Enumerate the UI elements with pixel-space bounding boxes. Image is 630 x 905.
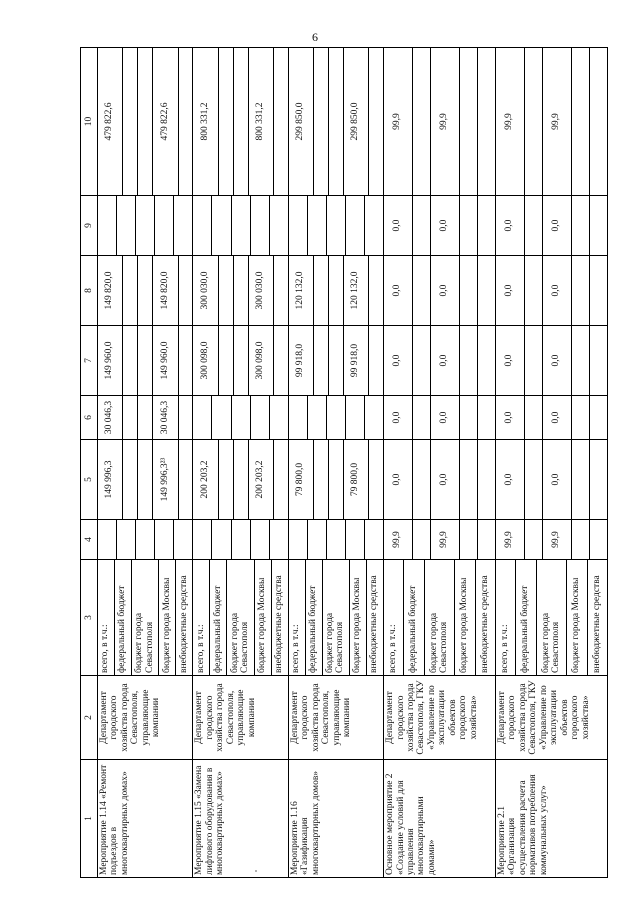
amount-value bbox=[136, 520, 155, 559]
amount-value bbox=[314, 48, 329, 195]
amount-value: 99,9 bbox=[496, 48, 525, 195]
header-cell: 9 bbox=[81, 196, 98, 256]
measure-name: Мероприятие 1.14 «Ремонт подъездов в многоквартирных домах» bbox=[98, 760, 193, 878]
amount-value bbox=[346, 396, 365, 439]
amount-value: 149 996,3 bbox=[98, 440, 123, 519]
amount-value bbox=[174, 196, 192, 255]
amount-value: 99,9 bbox=[384, 48, 413, 195]
amount-value bbox=[123, 48, 138, 195]
amount-value bbox=[327, 396, 346, 439]
funding-source-label: всего, в т.ч.: bbox=[496, 560, 516, 675]
amount-value bbox=[314, 256, 329, 325]
amount-value: 200 203,2 bbox=[193, 440, 218, 519]
funding-sources bbox=[496, 560, 608, 676]
amount-value bbox=[369, 440, 383, 519]
amount-value bbox=[460, 256, 478, 325]
amount-value: 300 030,0 bbox=[249, 256, 274, 325]
amount-value bbox=[572, 396, 590, 439]
amount-cell bbox=[98, 396, 193, 440]
amount-value bbox=[308, 520, 327, 559]
amount-value bbox=[478, 196, 495, 255]
funding-source-label: всего, в т.ч.: bbox=[289, 560, 306, 675]
table-row bbox=[496, 48, 608, 878]
executor: Департамент городского хозяйства города Севастополя, управляющие компании bbox=[288, 676, 383, 760]
amount-value bbox=[234, 440, 249, 519]
amount-value bbox=[590, 520, 607, 559]
header-row bbox=[81, 48, 98, 878]
amount-value bbox=[413, 48, 431, 195]
amount-value: 149 960,0 bbox=[98, 326, 123, 395]
amount-value: 79 800,0 bbox=[344, 440, 369, 519]
amount-value: 99,9 bbox=[384, 520, 413, 559]
amount-value: 120 132,0 bbox=[289, 256, 314, 325]
funding-source-label: федеральный бюджет bbox=[306, 560, 323, 675]
header-cell: 10 bbox=[81, 48, 98, 196]
amount-value bbox=[525, 326, 543, 395]
amount-value bbox=[274, 48, 288, 195]
amount-value: 0,0 bbox=[384, 396, 413, 439]
amount-value: 0,0 bbox=[384, 326, 413, 395]
amount-value bbox=[212, 396, 231, 439]
amount-cell bbox=[384, 520, 496, 560]
amount-value bbox=[590, 48, 607, 195]
amount-cell bbox=[384, 440, 496, 520]
amount-value bbox=[329, 48, 344, 195]
amount-value: 0,0 bbox=[431, 396, 460, 439]
amount-value bbox=[289, 196, 308, 255]
amount-value bbox=[179, 326, 193, 395]
funding-source-label: внебюджетные средства bbox=[479, 575, 490, 673]
amount-value bbox=[179, 396, 193, 439]
amount-value bbox=[327, 196, 346, 255]
funding-source-label: внебюджетные средства bbox=[274, 575, 285, 673]
amount-value bbox=[369, 326, 383, 395]
amount-value bbox=[590, 326, 607, 395]
funding-sources bbox=[288, 560, 383, 676]
amount-value bbox=[179, 48, 193, 195]
measure-name: Основное мероприятие 2 «Создание условий для управления многоквартирными домами» bbox=[384, 760, 496, 878]
amount-value bbox=[369, 48, 383, 195]
amount-value bbox=[232, 396, 251, 439]
amount-value: 479 822,6 bbox=[153, 48, 178, 195]
header-cell: 8 bbox=[81, 256, 98, 326]
amount-value bbox=[193, 520, 212, 559]
amount-value bbox=[478, 440, 495, 519]
header-cell: 1 bbox=[81, 760, 98, 878]
amount-value bbox=[98, 196, 117, 255]
amount-value bbox=[590, 256, 607, 325]
amount-value bbox=[123, 326, 138, 395]
amount-value bbox=[123, 256, 138, 325]
amount-cell bbox=[496, 396, 608, 440]
table-row bbox=[98, 48, 193, 878]
amount-value bbox=[346, 196, 365, 255]
executor: Департамент городского хозяйства города Севастополя, ГКУ «Управление по эксплуатации объектов городского хозяйства» bbox=[496, 676, 608, 760]
amount-cell bbox=[193, 256, 288, 326]
executor: Департамент городского хозяйства города Севастополя, управляющие компании bbox=[98, 676, 193, 760]
amount-cell bbox=[288, 256, 383, 326]
amount-value: 0,0 bbox=[384, 196, 413, 255]
amount-value bbox=[478, 326, 495, 395]
amount-value bbox=[572, 48, 590, 195]
amount-value: 300 098,0 bbox=[249, 326, 274, 395]
amount-cell bbox=[98, 48, 193, 196]
amount-cell bbox=[384, 196, 496, 256]
amount-value bbox=[460, 48, 478, 195]
amount-cell bbox=[193, 196, 288, 256]
funding-sources bbox=[193, 560, 288, 676]
amount-value bbox=[155, 196, 174, 255]
amount-value: 0,0 bbox=[543, 396, 572, 439]
amount-cell bbox=[98, 520, 193, 560]
amount-value bbox=[123, 396, 138, 439]
amount-value bbox=[174, 520, 192, 559]
amount-cell bbox=[496, 520, 608, 560]
funding-source-label: бюджет города Москвы bbox=[255, 560, 272, 675]
amount-value: 200 203,2 bbox=[249, 440, 274, 519]
amount-value bbox=[590, 396, 607, 439]
header-cell: 5 bbox=[81, 440, 98, 520]
amount-value bbox=[155, 520, 174, 559]
program-table bbox=[80, 47, 608, 878]
header-cell: 2 bbox=[81, 676, 98, 760]
amount-value bbox=[274, 440, 288, 519]
funding-source-label: внебюджетные средства bbox=[178, 575, 189, 673]
funding-source-label: бюджет города Москвы bbox=[455, 560, 475, 675]
measure-name: Мероприятие 1.15 «Замена лифтового оборудования в многоквартирных домах» bbox=[193, 760, 288, 878]
amount-value bbox=[572, 196, 590, 255]
amount-value bbox=[314, 326, 329, 395]
amount-value bbox=[369, 256, 383, 325]
amount-value bbox=[329, 256, 344, 325]
amount-cell bbox=[193, 396, 288, 440]
amount-value: 30 046,3 bbox=[98, 396, 123, 439]
amount-cell bbox=[496, 196, 608, 256]
funding-sources bbox=[98, 560, 193, 676]
funding-source-label: внебюджетные средства bbox=[369, 575, 380, 673]
amount-cell bbox=[384, 326, 496, 396]
amount-value bbox=[413, 440, 431, 519]
amount-value: 299 850,0 bbox=[289, 48, 314, 195]
amount-value bbox=[289, 520, 308, 559]
amount-value bbox=[365, 396, 383, 439]
amount-value bbox=[572, 256, 590, 325]
amount-value bbox=[346, 520, 365, 559]
amount-value: 0,0 bbox=[543, 440, 572, 519]
amount-value: 0,0 bbox=[384, 256, 413, 325]
amount-value bbox=[212, 196, 231, 255]
funding-sources bbox=[384, 560, 496, 676]
amount-value bbox=[525, 396, 543, 439]
amount-value: 149 960,0 bbox=[153, 326, 178, 395]
amount-value bbox=[289, 396, 308, 439]
funding-source-label: бюджет города Москвы bbox=[159, 560, 176, 675]
amount-cell bbox=[98, 256, 193, 326]
amount-value bbox=[460, 196, 478, 255]
amount-value bbox=[117, 520, 136, 559]
header-cell: 4 bbox=[81, 520, 98, 560]
amount-value bbox=[365, 196, 383, 255]
amount-value bbox=[572, 520, 590, 559]
funding-source-label: федеральный бюджет bbox=[115, 560, 132, 675]
amount-value bbox=[219, 48, 234, 195]
funding-source-label: всего, в т.ч.: bbox=[98, 560, 115, 675]
amount-value bbox=[138, 326, 153, 395]
amount-value bbox=[525, 196, 543, 255]
table-row bbox=[193, 48, 288, 878]
funding-source-label: бюджет города Москвы bbox=[567, 560, 587, 675]
amount-value: 79 800,0 bbox=[289, 440, 314, 519]
amount-cell bbox=[193, 48, 288, 196]
amount-value: 0,0 bbox=[496, 256, 525, 325]
page-number: 6 bbox=[312, 30, 318, 44]
amount-value bbox=[251, 520, 270, 559]
amount-value: 0,0 bbox=[496, 196, 525, 255]
amount-cell bbox=[496, 440, 608, 520]
amount-value: 149 996,3²³ bbox=[153, 440, 178, 519]
amount-value: 300 030,0 bbox=[193, 256, 218, 325]
amount-value bbox=[219, 326, 234, 395]
amount-value bbox=[460, 440, 478, 519]
amount-value: 0,0 bbox=[431, 196, 460, 255]
amount-value: 0,0 bbox=[431, 256, 460, 325]
amount-value bbox=[460, 520, 478, 559]
scan-mark bbox=[255, 870, 257, 872]
executor: Департамент городского хозяйства города Севастополя, управляющие компании bbox=[193, 676, 288, 760]
amount-cell bbox=[496, 256, 608, 326]
amount-value: 800 331,2 bbox=[249, 48, 274, 195]
amount-value: 99 918,0 bbox=[289, 326, 314, 395]
amount-value bbox=[478, 520, 495, 559]
amount-value bbox=[413, 196, 431, 255]
amount-value bbox=[314, 440, 329, 519]
amount-value: 0,0 bbox=[496, 326, 525, 395]
amount-value: 149 820,0 bbox=[98, 256, 123, 325]
amount-value bbox=[212, 520, 231, 559]
amount-value: 149 820,0 bbox=[153, 256, 178, 325]
funding-source-label: бюджет города Севастополя bbox=[132, 560, 159, 675]
funding-source-label: федеральный бюджет bbox=[404, 560, 424, 675]
amount-value bbox=[525, 440, 543, 519]
amount-value bbox=[234, 256, 249, 325]
amount-value bbox=[308, 196, 327, 255]
amount-value bbox=[525, 256, 543, 325]
amount-value: 0,0 bbox=[431, 440, 460, 519]
amount-value bbox=[138, 256, 153, 325]
amount-cell bbox=[98, 326, 193, 396]
amount-value bbox=[98, 520, 117, 559]
amount-cell bbox=[384, 48, 496, 196]
amount-value bbox=[572, 440, 590, 519]
amount-value bbox=[232, 196, 251, 255]
amount-value: 0,0 bbox=[543, 326, 572, 395]
amount-value bbox=[327, 520, 346, 559]
measure-name: Мероприятие 2.1 «Организация осуществления расчета нормативов потребления коммунальных услуг» bbox=[496, 760, 608, 878]
amount-cell bbox=[288, 48, 383, 196]
amount-value: 99 918,0 bbox=[344, 326, 369, 395]
amount-value bbox=[270, 520, 288, 559]
funding-source-label: всего, в т.ч.: bbox=[384, 560, 404, 675]
amount-cell bbox=[288, 326, 383, 396]
amount-value bbox=[270, 196, 288, 255]
rotated-table-sheet bbox=[80, 48, 608, 878]
amount-value bbox=[179, 256, 193, 325]
funding-source-label: бюджет города Севастополя bbox=[537, 560, 568, 675]
amount-value bbox=[274, 256, 288, 325]
amount-value: 299 850,0 bbox=[344, 48, 369, 195]
amount-value: 800 331,2 bbox=[193, 48, 218, 195]
amount-value bbox=[234, 326, 249, 395]
amount-value bbox=[193, 196, 212, 255]
amount-value: 0,0 bbox=[543, 256, 572, 325]
amount-value: 479 822,6 bbox=[98, 48, 123, 195]
funding-source-label: бюджет города Москвы bbox=[350, 560, 367, 675]
header-cell: 6 bbox=[81, 396, 98, 440]
amount-value: 99,9 bbox=[431, 520, 460, 559]
amount-cell bbox=[384, 256, 496, 326]
amount-value: 99,9 bbox=[543, 48, 572, 195]
amount-value: 0,0 bbox=[496, 396, 525, 439]
amount-value: 0,0 bbox=[384, 440, 413, 519]
amount-value bbox=[572, 326, 590, 395]
funding-source-label: федеральный бюджет bbox=[210, 560, 227, 675]
amount-value: 30 046,3 bbox=[153, 396, 178, 439]
amount-value bbox=[219, 440, 234, 519]
amount-value bbox=[193, 396, 212, 439]
amount-value bbox=[138, 440, 153, 519]
amount-value: 99,9 bbox=[496, 520, 525, 559]
amount-cell bbox=[288, 440, 383, 520]
amount-cell bbox=[496, 48, 608, 196]
amount-value: 99,9 bbox=[431, 48, 460, 195]
amount-cell bbox=[288, 196, 383, 256]
amount-value: 0,0 bbox=[431, 326, 460, 395]
amount-cell bbox=[288, 520, 383, 560]
amount-value bbox=[413, 520, 431, 559]
measure-name: Мероприятие 1.16 «Газификация многоквартирных домов» bbox=[288, 760, 383, 878]
table-row bbox=[288, 48, 383, 878]
amount-value bbox=[274, 326, 288, 395]
amount-value: 0,0 bbox=[496, 440, 525, 519]
amount-value: 99,9 bbox=[543, 520, 572, 559]
amount-value bbox=[329, 440, 344, 519]
amount-cell bbox=[98, 440, 193, 520]
amount-cell bbox=[193, 440, 288, 520]
amount-cell bbox=[384, 396, 496, 440]
amount-value bbox=[232, 520, 251, 559]
amount-value bbox=[270, 396, 288, 439]
funding-source-label: бюджет города Севастополя bbox=[323, 560, 350, 675]
amount-value bbox=[138, 396, 153, 439]
amount-value bbox=[136, 196, 155, 255]
amount-value bbox=[251, 396, 270, 439]
funding-source-label: бюджет города Севастополя bbox=[227, 560, 254, 675]
amount-value bbox=[460, 326, 478, 395]
amount-value bbox=[590, 196, 607, 255]
amount-value bbox=[117, 196, 136, 255]
amount-value bbox=[329, 326, 344, 395]
amount-value: 0,0 bbox=[543, 196, 572, 255]
header-cell: 7 bbox=[81, 326, 98, 396]
amount-value bbox=[460, 396, 478, 439]
funding-source-label: всего, в т.ч.: bbox=[193, 560, 210, 675]
amount-value bbox=[308, 396, 327, 439]
amount-value bbox=[138, 48, 153, 195]
amount-cell bbox=[496, 326, 608, 396]
amount-value bbox=[525, 520, 543, 559]
amount-value bbox=[365, 520, 383, 559]
amount-cell bbox=[193, 326, 288, 396]
amount-value bbox=[478, 396, 495, 439]
amount-value bbox=[413, 396, 431, 439]
amount-value bbox=[234, 48, 249, 195]
amount-value bbox=[413, 256, 431, 325]
amount-value bbox=[123, 440, 138, 519]
amount-value: 120 132,0 bbox=[344, 256, 369, 325]
funding-source-label: внебюджетные средства bbox=[591, 575, 602, 673]
amount-value bbox=[525, 48, 543, 195]
amount-value bbox=[251, 196, 270, 255]
amount-value: 300 098,0 bbox=[193, 326, 218, 395]
table-row bbox=[384, 48, 496, 878]
amount-value bbox=[219, 256, 234, 325]
amount-value bbox=[478, 256, 495, 325]
amount-value bbox=[590, 440, 607, 519]
amount-value bbox=[179, 440, 193, 519]
amount-cell bbox=[98, 196, 193, 256]
funding-source-label: бюджет города Севастополя bbox=[425, 560, 456, 675]
funding-source-label: федеральный бюджет bbox=[516, 560, 536, 675]
amount-cell bbox=[288, 396, 383, 440]
executor: Департамент городского хозяйства города Севастополя, ГКУ «Управление по эксплуатации объектов городского хозяйства» bbox=[384, 676, 496, 760]
amount-value bbox=[478, 48, 495, 195]
amount-cell bbox=[193, 520, 288, 560]
amount-value bbox=[413, 326, 431, 395]
header-cell: 3 bbox=[81, 560, 98, 676]
